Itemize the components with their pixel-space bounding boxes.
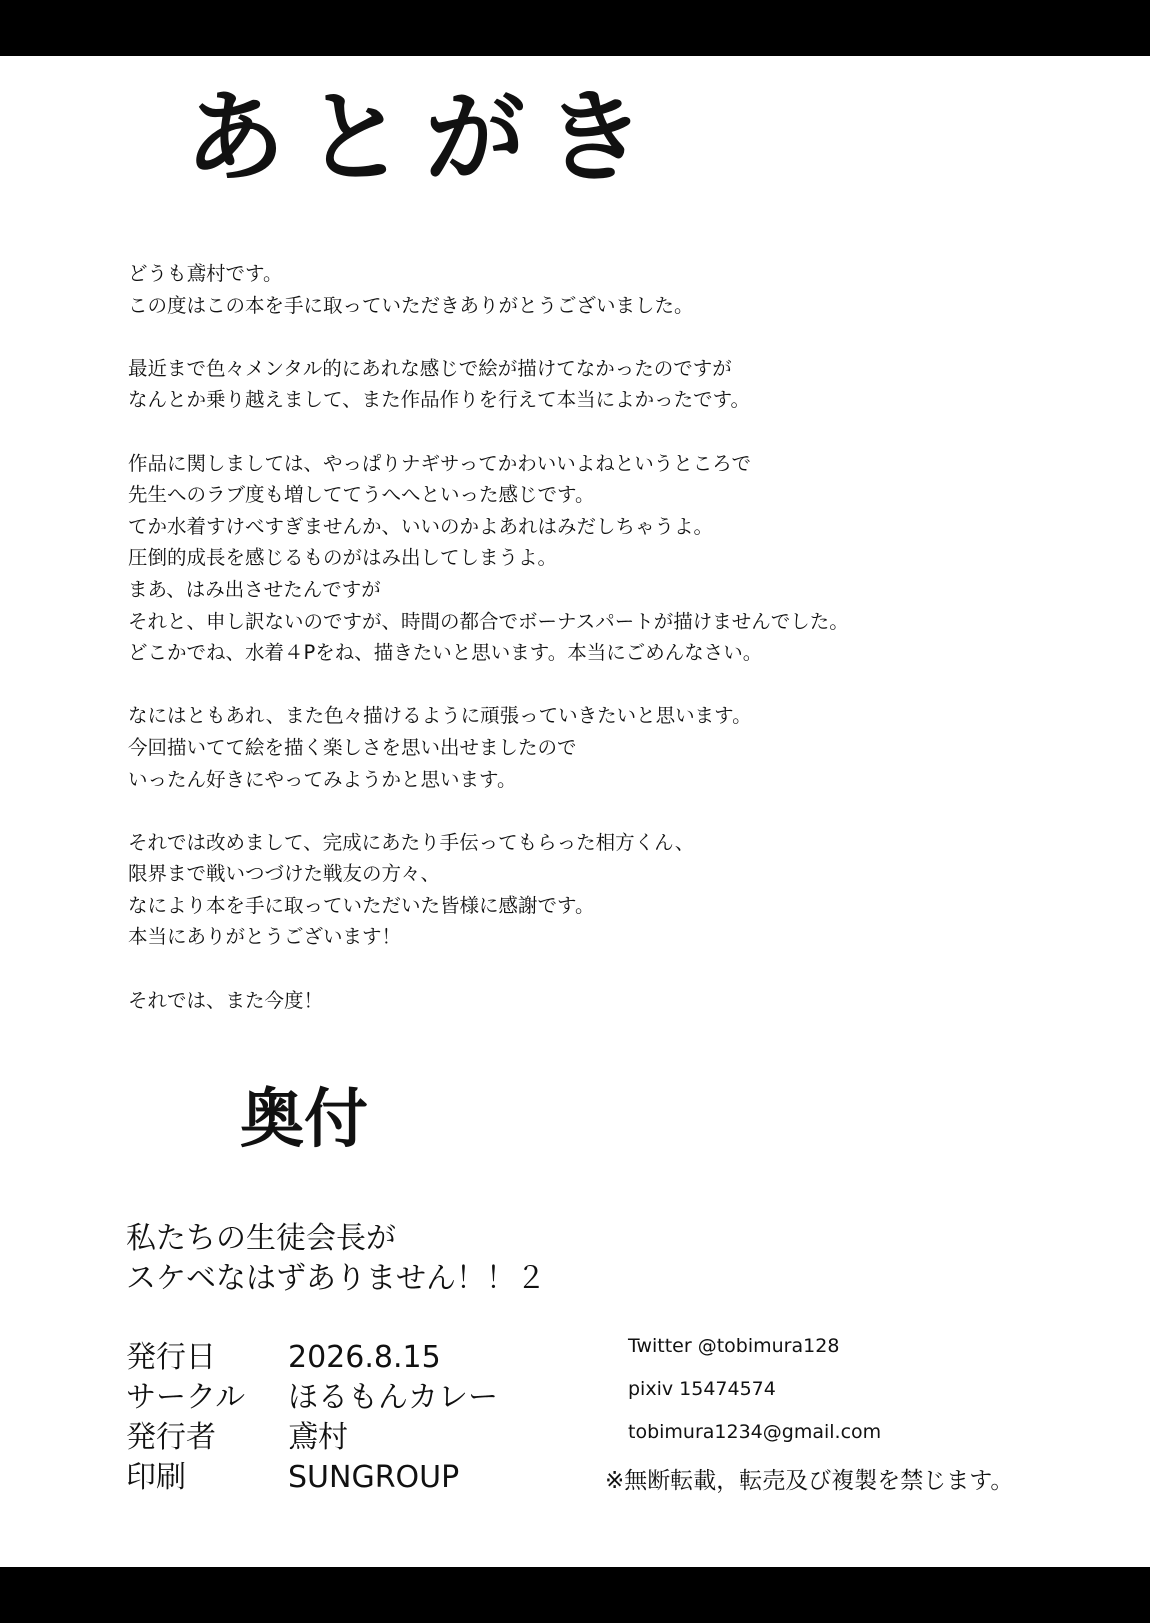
- text-line: 本当にありがとうございます！: [128, 925, 402, 949]
- info-label: 発行日: [126, 1340, 216, 1375]
- info-label: サークル: [126, 1380, 246, 1415]
- text-line: 先生へのラブ度も増しててうへへといった感じです。: [128, 483, 595, 507]
- text-line: 限界まで戦いつづけた戦友の方々、: [128, 862, 441, 886]
- bottom-black-bar: [0, 1567, 1150, 1623]
- twitter-handle: Twitter @tobimura128: [628, 1335, 840, 1357]
- email-address: tobimura1234@gmail.com: [628, 1421, 882, 1443]
- paragraph: [128, 448, 1028, 669]
- paragraph: [128, 258, 1028, 321]
- text-line: まあ、はみ出させたんですが: [128, 577, 381, 601]
- book-title-line: 私たちの生徒会長が: [126, 1221, 396, 1256]
- text-line: どこかでね、水着４Pをね、描きたいと思います。本当にごめんなさい。: [128, 641, 763, 665]
- text-line: それと、申し訳ないのですが、時間の都合でボーナスパートが描けませんでした。: [128, 609, 849, 633]
- text-line: それでは、また今度！: [128, 988, 324, 1012]
- publication-info: [126, 1338, 498, 1498]
- text-line: どうも鳶村です。: [128, 262, 283, 285]
- paragraph: [128, 353, 1028, 416]
- afterword-title: あとがき: [185, 79, 665, 196]
- text-line: それでは改めまして、完成にあたり手伝ってもらった相方くん、: [128, 830, 695, 854]
- pixiv-id: pixiv 15474574: [628, 1378, 776, 1400]
- info-row-printer: [126, 1458, 498, 1498]
- info-value: 2026.8.15: [288, 1340, 441, 1375]
- info-label: 印刷: [126, 1460, 186, 1495]
- info-label: 発行者: [126, 1420, 216, 1455]
- info-row-circle: [126, 1378, 498, 1418]
- text-line: 今回描いてて絵を描く楽しさを思い出せましたので: [128, 735, 577, 759]
- text-line: なにはともあれ、また色々描けるように頑張っていきたいと思います。: [128, 704, 752, 728]
- info-row-publisher: [126, 1418, 498, 1458]
- info-value: 鳶村: [288, 1420, 348, 1455]
- afterword-body: [128, 258, 1028, 1016]
- text-line: この度はこの本を手に取っていただきありがとうございました。: [128, 293, 694, 317]
- copyright-notice: ※無断転載，転売及び複製を禁じます。: [605, 1468, 1014, 1494]
- text-line: なんとか乗り越えまして、また作品作りを行えて本当によかったです。: [128, 388, 751, 412]
- paragraph: [128, 700, 1028, 795]
- text-line: 最近まで色々メンタル的にあれな感じで絵が描けてなかったのですが: [128, 356, 732, 380]
- text-line: いったん好きにやってみようかと思います。: [128, 767, 517, 791]
- info-value: SUNGROUP: [288, 1460, 460, 1495]
- info-row-date: [126, 1338, 498, 1378]
- book-title: [126, 1219, 546, 1299]
- info-value: ほるもんカレー: [288, 1380, 498, 1415]
- text-line: 圧倒的成長を感じるものがはみ出してしまうよ。: [128, 546, 558, 570]
- colophon-title: 奥付: [240, 1083, 368, 1157]
- paragraph: [128, 985, 1028, 1017]
- book-title-line: スケベなはずありません！！２: [126, 1261, 546, 1296]
- top-black-bar: [0, 0, 1150, 56]
- paragraph: [128, 827, 1028, 953]
- text-line: なにより本を手に取っていただいた皆様に感謝です。: [128, 893, 595, 917]
- text-line: てか水着すけべすぎませんか、いいのかよあれはみだしちゃうよ。: [128, 514, 714, 538]
- contact-info: [628, 1325, 881, 1454]
- text-line: 作品に関しましては、やっぱりナギサってかわいいよねというところで: [128, 451, 752, 475]
